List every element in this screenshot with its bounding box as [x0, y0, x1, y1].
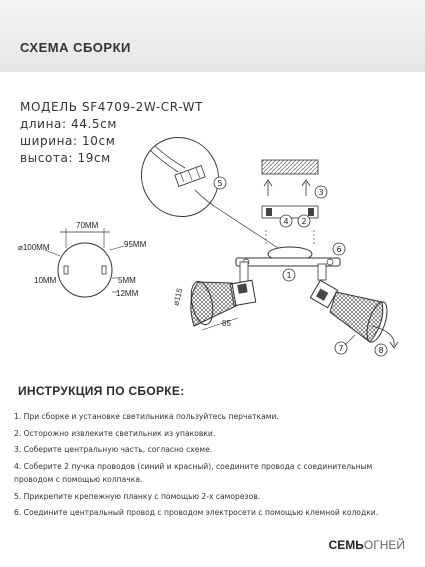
callout-7 [335, 342, 347, 354]
callout-6 [333, 243, 345, 255]
callout-4 [280, 215, 292, 227]
dim-115: ⌀115 [171, 287, 185, 307]
step-5: 5. Прикрепите крепежную планку с помощью 2-х саморезов. [14, 491, 261, 501]
step-3: 3. Соберите центральную часть, согласно схеме. [14, 445, 213, 454]
svg-text:2: 2 [301, 217, 307, 226]
callout-1 [283, 269, 295, 281]
brand-logo [329, 538, 405, 552]
svg-text:5: 5 [217, 179, 223, 188]
spec-length: длина: 44.5см [20, 117, 117, 131]
brand-part-1: СЕМЬ [328, 538, 364, 552]
step-6: 6. Соедините центральный провод с проводом электросети с помощью клемной колодки. [14, 508, 379, 517]
ceiling-plate-drawing [45, 228, 124, 297]
wire-connector-detail [127, 123, 278, 248]
dim-70: 70MM [76, 221, 99, 230]
dim-95: 95MM [124, 240, 147, 249]
callout-2 [298, 215, 310, 227]
instructions-list [14, 409, 378, 522]
callout-8 [375, 344, 387, 356]
right-lamp-shade [310, 280, 398, 348]
svg-text:4: 4 [283, 217, 289, 226]
brand-part-2: ОГНЕЙ [363, 538, 405, 552]
svg-text:7: 7 [338, 344, 344, 353]
svg-text:1: 1 [286, 271, 292, 280]
svg-text:8: 8 [378, 346, 384, 355]
step-4: 4. Соберите 2 пучка проводов (синий и красный), соедините провода с соединительным [14, 461, 373, 471]
spec-model: МОДЕЛЬ SF4709-2W-CR-WT [20, 100, 204, 114]
callout-3 [315, 186, 327, 198]
spec-width: ширина: 10см [20, 134, 116, 148]
dim-100: ⌀100MM [18, 243, 50, 252]
step-4-continued: проводом с помощью колпачка. [14, 475, 143, 484]
ceiling-mount-detail [262, 160, 318, 246]
step-2: 2. Осторожно извлеките светильник из упаковки. [14, 428, 216, 438]
step-1: 1. При сборке и установке светильника пользуйтесь перчатками. [14, 412, 279, 421]
instructions-title: ИНСТРУКЦИЯ ПО СБОРКЕ: [18, 384, 185, 398]
dim-85: 85 [222, 319, 231, 328]
callout-5 [214, 177, 226, 189]
dim-5: 5MM [118, 276, 136, 285]
svg-text:6: 6 [336, 245, 342, 254]
page-title: СХЕМА СБОРКИ [20, 40, 131, 55]
dim-10: 10MM [34, 276, 57, 285]
dim-12: 12MM [116, 289, 139, 298]
svg-text:3: 3 [318, 188, 324, 197]
spec-height: высота: 19см [20, 151, 111, 165]
